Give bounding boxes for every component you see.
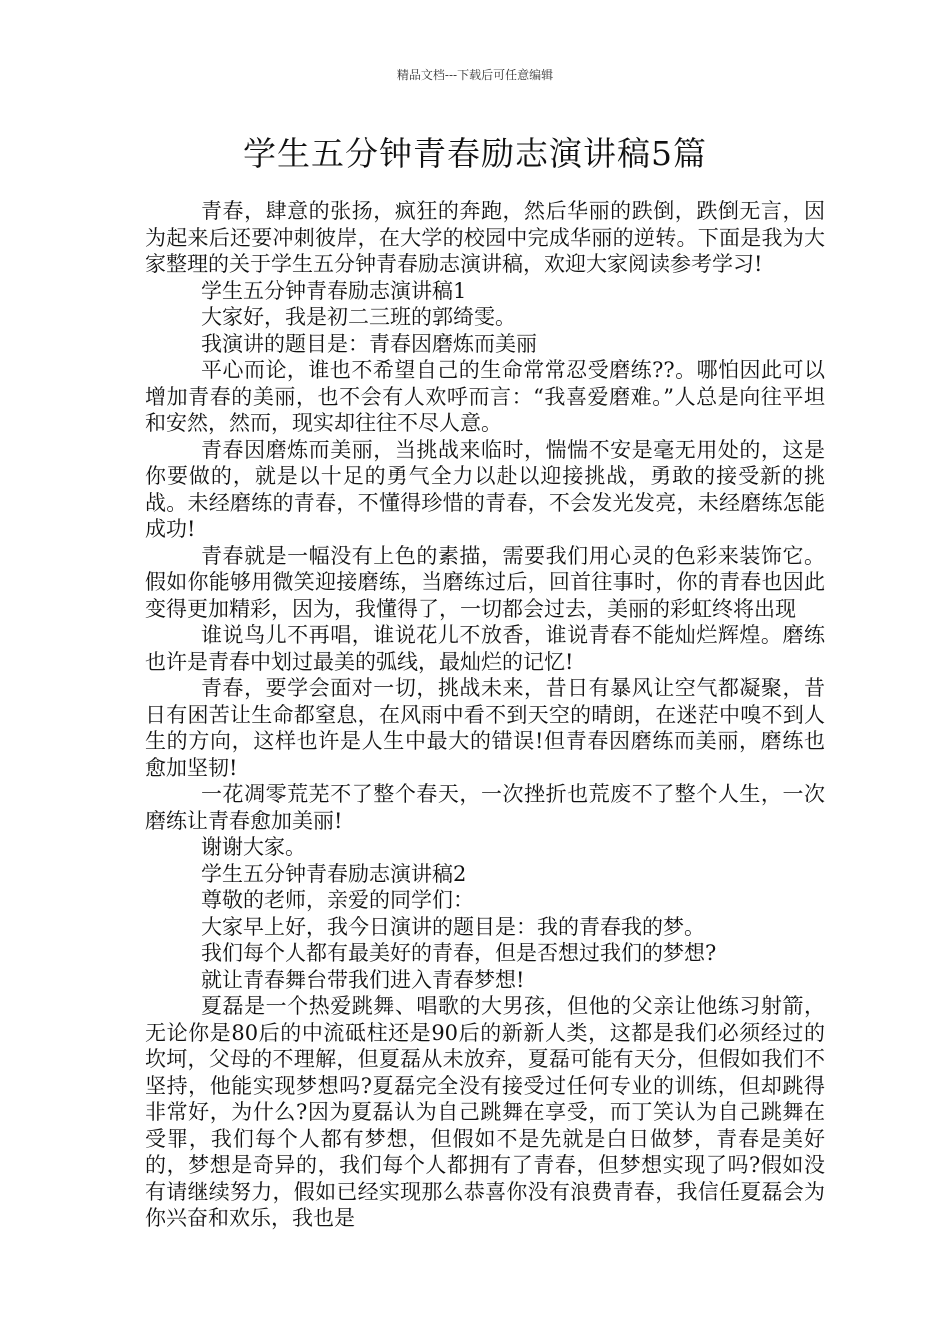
paragraph: 谁说鸟儿不再唱，谁说花儿不放香，谁说青春不能灿烂辉煌。磨练也许是青春中划过最美的弧线，最灿烂的记忆! (145, 623, 825, 674)
paragraph: 青春就是一幅没有上色的素描，需要我们用心灵的色彩来装饰它。假如你能够用微笑迎接磨练，当磨练过后，回首往事时，你的青春也因此变得更加精彩，因为，我懂得了，一切都会过去，美丽的彩虹终将出现 (145, 543, 825, 621)
paragraph: 大家早上好，我今日演讲的题目是：我的青春我的梦。 (201, 914, 705, 939)
document-title: 学生五分钟青春励志演讲稿5篇 (243, 134, 707, 173)
paragraph: 尊敬的老师，亲爱的同学们： (201, 888, 474, 912)
paragraph: 谢谢大家。 (201, 835, 306, 859)
paragraph: 大家好，我是初二三班的郭绮雯。 (201, 305, 516, 329)
paragraph: 夏磊是一个热爱跳舞、唱歌的大男孩，但他的父亲让他练习射箭，无论你是80后的中流砥柱还是90后的新新人类，这都是我们必须经过的坎坷，父母的不理解，但夏磊从未放弃，夏磊可能有天分，但假如我们不坚持，他能实现梦想吗?夏磊完全没有接受过任何专业的训练，但却跳得非常好，为什么?因为夏磊认为自己跳舞在享受，而丁笑认为自己跳舞在受罪，我们每个人都有梦想，但假如不是先就是白日做梦，青春是美好的，梦想是奇异的，我们每个人都拥有了青春，但梦想实现了吗?假如没有请继续努力，假如已经实现那么恭喜你没有浪费青春，我信任夏磊会为你兴奋和欢乐，我也是 (145, 994, 825, 1230)
paragraph: 一花凋零荒芜不了整个春天，一次挫折也荒废不了整个人生，一次磨练让青春愈加美丽! (145, 782, 825, 833)
paragraph: 青春，肆意的张扬，疯狂的奔跑，然后华丽的跌倒，跌倒无言，因为起来后还要冲刺彼岸，在大学的校园中完成华丽的逆转。下面是我为大家整理的关于学生五分钟青春励志演讲稿，欢迎大家阅读参考学习! (145, 199, 825, 276)
header-note: 精品文档---下载后可任意编辑 (396, 68, 554, 82)
paragraph: 我们每个人都有最美好的青春，但是否想过我们的梦想? (201, 941, 717, 965)
document-body (145, 198, 825, 1232)
section-heading: 学生五分钟青春励志演讲稿1 (201, 278, 467, 303)
paragraph: 平心而论，谁也不希望自己的生命常常忍受磨练??。哪怕因此可以增加青春的美丽，也不会有人欢呼而言：“我喜爱磨难。”人总是向往平坦和安然，然而，现实却往往不尽人意。 (145, 358, 825, 435)
section-heading: 学生五分钟青春励志演讲稿2 (201, 861, 467, 886)
paragraph: 就让青春舞台带我们进入青春梦想! (201, 967, 525, 992)
paragraph: 青春因磨炼而美丽，当挑战来临时，惴惴不安是毫无用处的，这是你要做的，就是以十足的勇气全力以赴以迎接挑战，勇敢的接受新的挑战。未经磨练的青春，不懂得珍惜的青春，不会发光发亮，未经磨练怎能成功! (145, 437, 825, 541)
paragraph: 我演讲的题目是：青春因磨炼而美丽 (201, 331, 537, 356)
paragraph: 青春，要学会面对一切，挑战未来，昔日有暴风让空气都凝聚，昔日有困苦让生命都窒息，在风雨中看不到天空的晴朗，在迷茫中嗅不到人生的方向，这样也许是人生中最大的错误!但青春因磨练而美丽，磨练也愈加坚韧! (145, 676, 825, 780)
